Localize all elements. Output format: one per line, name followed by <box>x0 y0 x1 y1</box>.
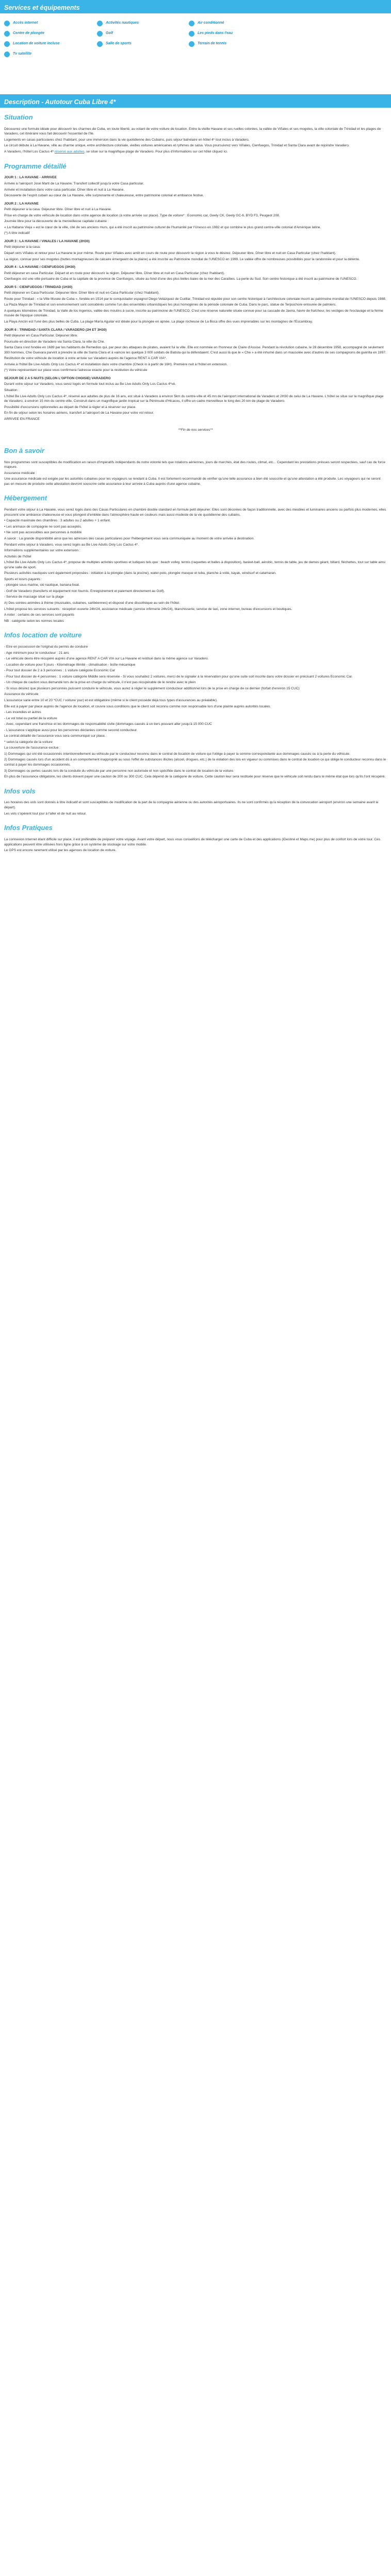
situation-title: Situation <box>4 113 33 121</box>
hebergement-section <box>4 507 387 623</box>
situation-paragraph <box>4 149 387 155</box>
day-line: Possibilité d'excursions optionnelles au départ de l'hôtel à régler et à réserver sur place. <box>4 405 137 409</box>
vols-line: Les vols s'opèrent tout jour à l'aller et de nuit au retour. <box>4 811 87 816</box>
situation-paragraph: Découvrez une formule idéale pour découvrir les charmes de Cuba, en toute liberté, au volant de votre voiture de location. Entre la vieille Havane et ses ruelles colorées, la vallée de Viñales et ses mogotes, la ville coloniale de Trinidad et les plages de Varadero, cet itinéraire vous fait découvrir l'essentiel de l'île. <box>4 127 381 136</box>
voiture-line: 1) Dommages qui ont été occasionnés intentionnellement au véhicule par le conducteur reconnu dans le contrat de location de voiture qui l'oblige à payer la somme correspondante aux dommages causés ou à la perte du véhicule. <box>4 752 350 756</box>
day-line: Santa Clara s'est fondée en 1689 par les habitants de Remedios qui, par peur des attaques de pirates, avaient fui la ville. Elle est nommée en l'honneur de Claire d'Assise. Pendant la révolution cubaine, le 28 décembre 1958, accompagné de seulement 300 hommes, Che Guevara parvint à prendre la ville de Santa Clara et à vaincre les quelque 3 000 soldats de Batista qui la défendaient. C'est aussi là que le « Che » a été inhumé dans un mausolée avec d'autres de ses compagnons de guérilla en 1997. <box>4 346 386 354</box>
hebergement-line: Pendant votre séjour à Varadero, vous serez logés au Be Live Adults Only Los Cactus 4*. <box>4 543 139 547</box>
vols-section <box>4 800 387 816</box>
day-title: SEJOUR DE 2 A 5 NUITS (SELON L'OPTION CHOISIE) VARADERO <box>4 376 111 380</box>
voiture-title: Infos location de voiture <box>4 631 82 639</box>
pratiques-title: Infos Pratiques <box>4 824 53 832</box>
voiture-line: - Le véhicule devra être récupéré auprès d'une agence RENT A CAR VIA sur La Havane et restitué dans la même agence sur Varadero. <box>4 657 209 661</box>
services-row <box>4 39 387 49</box>
day-line: Arrivée à l'aéroport José Martí de La Havane. Transfert collectif jusqu'à votre Casa particular. <box>4 181 144 185</box>
service-label: Accès internet <box>13 21 38 25</box>
service-label: Terrain de tennis <box>198 41 227 45</box>
situation-section <box>4 127 387 155</box>
day-title: JOUR 3 : LA HAVANE / VINALES / LA HAVANE (2H30) <box>4 239 90 243</box>
day-line: Petit déjeuner à la casa. <box>4 245 41 249</box>
day-line: Petit déjeuner en Casa Particular. Déjeuner libre. Dîner libre et nuit en Casa Particular (chez l'habitant). <box>4 291 160 295</box>
hebergement-line: Sports et loisirs payants : <box>4 577 42 581</box>
programme-title: Programme détaillé <box>4 162 67 170</box>
day-line: La région, connue pour ses mogotes (buttes montagneuses de calcaire émergeant de la plaine) a été inscrite au Patrimoine mondial de l'UNESCO en 1999. Le vallée offre de nombreuses possibilités pour la randonnée et pour la détente. <box>4 257 360 261</box>
pratiques-line: Le GPS est encore rarement utilisé par les agences de location de voiture. <box>4 849 117 853</box>
pratiques-section <box>4 837 387 853</box>
tv-icon <box>4 52 10 57</box>
service-item <box>4 41 97 47</box>
hebergement-line: - plongée sous-marine, ski nautique, banana boat. <box>4 583 80 587</box>
voiture-line: Elle est à payer par place auprès de l'agence de location, et couvre sous conditions que le client soit reconnu comme non responsable lors d'une plainte auprès autorités locales. <box>4 704 271 708</box>
day-line: ARRIVEE EN FRANCE <box>4 417 40 421</box>
bon_savoir-line: Nos programmes sont susceptibles de modification en raison d'impératifs indépendants de notre volonté tels que rotations aériennes, jours de marchés, état des routes, climat, etc... Cependant les prestations prévues seront respectées, sauf cas de force majeure. <box>4 460 386 469</box>
day-line: L'hôtel Be Live Adults Only Los Cactus 4*, réservé aux adultes de plus de 16 ans, est situé à Varadero à environ 5km du centre-ville et 45 mn de l'aéroport international de Varadero et 2H30 de celui de La Havane. L'hôtel se situe sur la magnifique plage de Varadero, à environ 15 min du centre-ville. Construit dans un magnifique jardin tropical sur la Péninsule d'Hicacos, il offre un cadre merveilleux le long des 20 km de plage de Varadero. <box>4 394 384 403</box>
wifi-icon <box>4 21 10 26</box>
bon-savoir-section <box>4 460 387 487</box>
voiture-line: Assurance du véhicule <box>4 692 39 697</box>
car-icon <box>4 41 10 47</box>
day-title: JOUR 5 : CIENFUEGOS / TRINIDAD (1H30) <box>4 285 73 289</box>
situation-paragraph: Logements en casas particulares chez l'habitant, pour une immersion dans la vie quotidienne des Cubains, puis séjour balnéaire en hôtel 4* tout inclus à Varadero. <box>4 138 250 142</box>
hebergement-line: L'hôtel Be Live Adults Only Los Cactus 4*, propose de multiples activités sportives et ludiques tels que : beach volley, tennis (raquettes et balles à disposition), basket-ball, aérobic, tennis de table, jeu de dames géant, billard, fléchettes, tout sur table ainsi qu'une salle de sport. <box>4 561 385 569</box>
diving-icon <box>4 31 10 37</box>
situation-text: A Varadero, l'hôtel Los Cactus 4* <box>4 150 55 154</box>
voiture-line: - Age minimum pour le conducteur : 21 ans <box>4 651 69 655</box>
day-title: JOUR 6 : TRINIDAD / SANTA CLARA / VARADERO (2H ET 3H30) <box>4 328 107 332</box>
voiture-line: * selon la catégorie de la voiture <box>4 740 53 744</box>
services-row <box>4 28 387 39</box>
day-line: La Playa Ancón est l'une des plus belles de Cuba. La plage María Aguilar est idéale pour la plongée en apnée. La plage rocheuse de La Boca offre des vues imprenables sur les montagnes de l'Escambray. <box>4 320 313 324</box>
water-activities-icon <box>97 21 103 26</box>
voiture-line: - Location de voiture pour 5 jours - Kilométrage illimité - climatisation - boîte mécanique <box>4 663 136 667</box>
hebergement-line: - Golf de Varadero (transferts et équipement non fournis. Enregistrement et paiement directement au Golf). <box>4 589 165 593</box>
voiture-line: 3) Dommages ou pertes causés lors de la conduite du véhicule par une personne non autorisée et non spécifiée dans le contrat de location de la voiture. <box>4 769 234 773</box>
service-item <box>97 21 189 26</box>
hebergement-line: NB : catégorie selon les normes locales <box>4 619 64 623</box>
service-label: Salle de sports <box>106 41 132 45</box>
day-line: Cienfuegos est une ville portuaire de Cuba et la capitale de la province de Cienfuegos, située au fond d'une des plus belles baies de la mer des Caraïbes. La perle du Sud. Son centre historique a été inscrit au patrimoine de l'UNESCO. <box>4 277 357 281</box>
services-row <box>4 18 387 28</box>
day-line: Arrivée à l'hôtel Be Live Adults Only Los Cactus 4* et installation dans votre chambre (Check in à partir de 16H). Première nuit à l'hôtel en extension. <box>4 362 228 366</box>
description-header: Description - Autotour Cuba Libre 4* <box>0 94 391 108</box>
golf-icon <box>97 31 103 37</box>
day-line: (*) A titre indicatif <box>4 231 30 235</box>
voiture-line: - Pour tout dossier de 2 à 3 personnes : 1 voiture catégorie Economic Car <box>4 669 116 673</box>
air-conditioning-icon <box>189 21 194 26</box>
service-item <box>97 41 189 47</box>
adults-only-link[interactable]: réservé aux adultes <box>54 150 85 154</box>
services-header: Services et équipements <box>0 0 391 13</box>
service-label: Location de voiture incluse <box>13 41 60 45</box>
tennis-icon <box>189 41 194 47</box>
services-row <box>4 49 387 59</box>
voiture-line: Le contrat détaillé de l'assurance vous sera communiqué sur place. <box>4 734 106 738</box>
service-label: Golf <box>106 31 113 35</box>
content <box>0 108 391 853</box>
service-item <box>4 52 97 57</box>
voiture-line: 2) Dommages causés lors d'un accident dû à un comportement inapproprié au sous l'effet de substances illicites (alcool, drogues, etc.) de la violation des lois en vigueur ou commises dans le contrat de location ce qui oblige le conducteur reconnu dans le contrat à payer les dommages occasionnés. <box>4 758 386 767</box>
situation-text: , se situe sur la magnifique plage de Varadero. Pour plus d'informations sur cet hôtel cliquez ici. <box>84 150 228 154</box>
day-line: (*) Votre représentant sur place vous confirmera l'adresse exacte pour la restitution du véhicule <box>4 368 148 372</box>
day-title: JOUR 4 : LA HAVANE / CIENFUEGOS (3H30) <box>4 265 75 269</box>
day-line: Journée libre pour la découverte de la merveilleuse capitale cubaine : <box>4 219 109 224</box>
voiture-line: - Si vous désirez que plusieurs personnes puissent conduire le véhicule, vous aurez à régler le supplément conducteur additionnel lors de la prise en charge de ce dernier (forfait d'environ 15 CUC) <box>4 686 300 690</box>
voiture-line: - L'assurance s'applique aussi pour les personnes déclarées comme second conducteur. <box>4 728 138 732</box>
beach-icon <box>189 31 194 37</box>
day-line: Départ vers Viñales et retour pour La Havane le jour même. Route pour Viñales avec arrêt en cours de route pour découvrir la région à vous le désirez. Déjeuner libre. Dîner libre et nuit en Casa Particular (chez l'habitant). <box>4 251 336 255</box>
voiture-line: En plus de l'assurance obligatoire, les clients doivent payer une caution de 200 ou 300 CUC. Cela dépend de la catégorie de voiture. Cette caution leur sera restituée pour réserve que le véhicule soit rendu dans le même état que lors qu'ils l'ont récupéré. <box>4 775 386 779</box>
day-line: Poursuite en direction de Varadero via Santa Clara, la ville du Che. <box>4 340 105 344</box>
hebergement-title: Hébergement <box>4 494 47 502</box>
hebergement-line: A savoir : La grande disponibilité ainsi que les adresses des casas particulares pour l'hébergement vous sera communiquée au moment de votre arrivée à destination. <box>4 537 255 540</box>
services-grid <box>0 13 391 63</box>
service-label: Les pieds dans l'eau <box>198 31 233 35</box>
service-label: Centre de plongée <box>13 31 45 35</box>
day-line: Petit déjeuner en casa Particular. Départ et en route pour découvrir la région. Déjeuner libre. Dîner libre et nuit en Casa Particular (chez l'habitant). <box>4 271 225 275</box>
voiture-line: - Avec, cependant une franchise et les dommages de responsabilité civile (dommages causés à un tiers pouvant aller jusqu'à 15 000 CUC <box>4 722 212 726</box>
service-item <box>189 21 282 26</box>
pratiques-line: La connexion Internet étant difficile sur place, il est préférable de préparer votre voyage. Avant votre départ, nous vous conseillons de télécharger une carte de Cuba et des applications (iDestiné et Maps.me) pour plus de confort lors de votre tour. Ces applications peuvent être utilisées hors ligne grâce à un système de stockage sur votre mobile. <box>4 837 381 846</box>
hebergement-line: • Les animaux de compagnie ne sont pas acceptés. <box>4 524 82 529</box>
bon_savoir-line: Assurance médicale : <box>4 471 37 475</box>
bon-savoir-title: Bon à savoir <box>4 446 45 454</box>
day-line: Situation : <box>4 388 20 393</box>
day-line: Durant votre séjour sur Varadero, vous serez logés en formule tout inclus au Be Live Adults Only Los Cactus 4*vé. <box>4 382 176 386</box>
hebergement-line: L'hôtel propose les services suivants : réception ouverte 24h/24, assistance médicale (service infirmerie 24h/24), blanchisserie, service de taxi, zone internet, bureau d'excursions et boutiques. <box>4 607 292 611</box>
situation-paragraph: Le circuit débute à La Havane, ville au charme unique, entre architecture coloniale, vieilles voitures américaines et rythmes de salsa. Vous poursuivrez vers Viñales, Cienfuegos, Trinidad et Santa Clara avant de rejoindre Varadero. <box>4 144 350 148</box>
day-line: Prise en charge de votre véhicule de location dans votre agence de location (à votre arrivée sur place). Type de voiture* : Economic car, Geely CK, Geely GC-6, BYD F3, Peugeot 208. <box>4 213 280 217</box>
service-item <box>97 31 189 37</box>
day-line: Route pour Trinidad : « la Ville Musée de Cuba », fondée en 1514 par le conquistador espagnol Diego Velázquez de Cuéllar, Trinidad est réputée pour son centre historique à l'architecture coloniale inscrit au patrimoine mondial de l'UNESCO depuis 1988. <box>4 297 386 301</box>
programme-section <box>4 175 387 421</box>
day-line: En fin de séjour selon les horaires aériens, transfert à l'aéroport de La Havane pour votre vol retour. <box>4 411 154 415</box>
day-line: A quelques kilomètres de Trinidad, la Valle de los Ingenios, vallée des moulins à sucre, inscrite au patrimoine de l'UNESCO. C'est une réserve naturelle située connue pour sa cascade de Javira, havre de fraîcheur, les vestiges de l'esclavage et la ferme musée de l'époque coloniale. <box>4 309 383 318</box>
service-label: Air conditionné <box>198 21 224 25</box>
voiture-line: - Les incendies et autres <box>4 710 41 715</box>
service-item <box>189 31 282 37</box>
day-line: Arrivée et installation dans votre casa particular. Dîner libre et nuit à La Havane. <box>4 188 125 192</box>
hebergement-line: Pendant votre séjour à La Havane, vous serez logés dans des Casas Particulares en chambre double standard en formule petit déjeuner. Elles sont décorées de façon traditionnelle, avec des meubles et luminaires anciens ou parfois plus modernes, elles procurent une ambiance chaleureuse et vous plongent d'emblée dans l'atmosphère haute en couleurs mais aussi modeste de la vie quotidienne des cubains. <box>4 508 386 517</box>
day-title: JOUR 1 : LA HAVANE - ARRIVEE <box>4 176 57 180</box>
service-label: Tv satellite <box>13 52 32 56</box>
vols-line: Les horaires des vols sont donnés à titre indicatif et sont susceptibles de modification de la part de la compagnie aérienne ou des autorités aéroportuaires. Ils ne sont confirmés qu'à réception de la convocation aéroport (environ une semaine avant le départ). <box>4 801 379 810</box>
hebergement-line: Informations supplémentaires sur votre extension : <box>4 549 80 553</box>
hebergement-line: • Ne sont pas accessibles aux personnes à mobilité <box>4 531 82 535</box>
end-of-services: **Fin de nos services** <box>178 428 213 432</box>
day-line: La Plaza Mayor de Trinidad et son environnement sont considérés comme l'un des ensembles urbanistiques les plus homogènes de la période coloniale de Cuba. Dans le parc, statue de Terpsichore entourée de palmiers. <box>4 303 337 307</box>
day-line: « La Habana Vieja » est le cœur de la ville, cité de ses anciens murs, qui a été inscrit au patrimoine culturel de l'humanité par l'Unesco en 1982 et qui combine le plus grand centre-ville colonial d'Amérique latine. <box>4 225 321 229</box>
voiture-line: L'assurance varie entre 10 et 20 *CUC / voiture/ jour) et est obligatoire (même si le client possède déjà tous types d'assurances au préalable). <box>4 698 218 702</box>
voiture-line: - Un chèque de caution vous demandé lors de la prise en charge du véhicule, il n'est pas récupérable de le rendre avec le plein <box>4 681 196 685</box>
service-item <box>189 41 282 47</box>
hebergement-line: Plusieurs activités nautiques sont également proposées : initiation à la plongée (dans la piscine), water-polo, plongée masque et tuba, planche à voile, kayak, windsurf et catamaran. <box>4 571 276 575</box>
hebergement-line: A noter : certains de ces services sont payants <box>4 613 74 617</box>
page <box>0 0 391 865</box>
hebergement-line: Activités de l'hôtel <box>4 554 31 558</box>
service-item <box>4 21 97 26</box>
voiture-line: - Pour tout dossier de 4 personnes : 1 voiture catégorie Middle sera réservée - Si vous souhaitez 2 voitures, merci de le signaler à la réservation pour qu'une suite soit inscrite dans votre dossier en précisant 2 voitures Economic Car. <box>4 674 353 679</box>
service-item <box>4 31 97 37</box>
hebergement-line: A) Des soirées animées à thème (musicales, cubaines, caribéennes) et disposé d'une discothèque au sein de l'hôtel. <box>4 601 180 605</box>
day-line: Découverte de l'esprit cubain au cœur de La Havane, ville surprenante et chaleureuse, entre patrimoine colonial et ambiance festive. <box>4 194 204 198</box>
gym-icon <box>97 41 103 47</box>
day-line: Petit déjeuner en Casa Particular. Déjeuner libre. <box>4 334 78 338</box>
day-line: Restitution de votre véhicule de location à votre arrivée sur Varadero auprès de l'agence RENT A CAR VIA*. <box>4 357 167 361</box>
voiture-section <box>4 645 387 779</box>
bon_savoir-line: Une assurance médicale est exigée par les autorités cubaines pour les voyageurs se rendant à Cuba. Il est fortement recommandé de vérifier qu'une telle assurance a bien été souscrite et qu'une attestation a été produite. Les voyageurs qui ne seront pas en mesure de produire cette attestation devront souscrire cette assurance à leur arrivée à Cuba auprès d'une agence cubaine. <box>4 477 381 486</box>
service-label: Activités nautiques <box>106 21 139 25</box>
day-line: Petit déjeuner à la casa. Déjeuner libre. Dîner libre et nuit à La Havane. <box>4 208 112 212</box>
hebergement-line: - Service de massage situé sur la plage <box>4 595 64 599</box>
vols-title: Infos vols <box>4 787 36 795</box>
hebergement-line: • Capacité maximale des chambres : 3 adultes ou 2 adultes + 1 enfant. <box>4 519 111 523</box>
voiture-line: - Etre en possession de l'original du permis de conduire <box>4 645 88 649</box>
voiture-line: La couverture de l'assurance exclue : <box>4 746 61 750</box>
day-title: JOUR 2 : LA HAVANE <box>4 201 39 206</box>
voiture-line: - Le vol total ou partiel de la voiture <box>4 716 57 720</box>
